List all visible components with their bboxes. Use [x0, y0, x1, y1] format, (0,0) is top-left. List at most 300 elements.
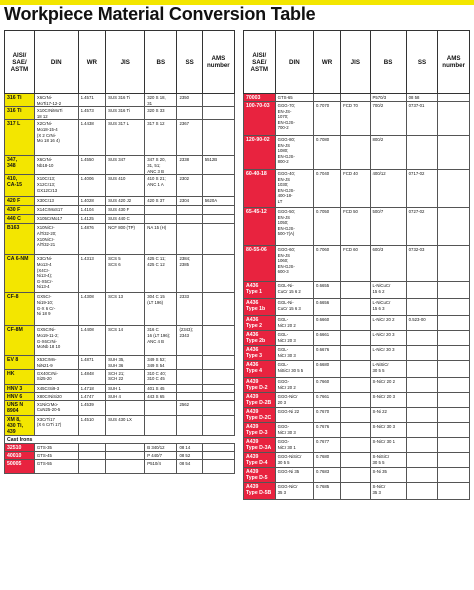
- cell-bs: 410 S 21; ANC 1 A: [145, 175, 177, 197]
- cell-wr: 1.4550: [78, 156, 106, 175]
- cell-bs: 349 S 52; 349 S 54: [145, 356, 177, 369]
- cell-ss: 08 58: [406, 94, 438, 102]
- cell-bs: L-NiCr 20 2: [370, 316, 406, 331]
- cell-ss: 08 14: [177, 444, 202, 452]
- cell-ams: [438, 361, 470, 378]
- cell-din: GGG-60; EN-JS 1060; EN-GJS- 600-3: [275, 246, 313, 282]
- cell-din: X3CrTi17 (X 6 CrTi 17): [34, 415, 78, 435]
- cell-wr: 1.4571: [78, 94, 106, 107]
- cell-din: GX40CrNi- Si25-20: [34, 369, 78, 384]
- cell-aisi: A439 Type D-3A: [244, 438, 276, 453]
- cell-din: GGL- NiCr 20 3: [275, 331, 313, 346]
- cell-din: GGL- NiCr 30 3: [275, 346, 313, 361]
- cell-din: GGG-NiCr 35 3: [275, 483, 313, 500]
- cell-jis: SCH 21; SCH 22: [106, 369, 145, 384]
- cell-wr: 0.7676: [314, 423, 341, 438]
- cell-jis: [341, 453, 370, 468]
- cell-aisi: 430 F: [5, 206, 35, 215]
- cell-din: X10NiCr- AlTi32-20; X10NiCr- AlTi32-21: [34, 224, 78, 255]
- cell-aisi: A436 Type 2: [244, 316, 276, 331]
- cell-ss: 2350: [177, 94, 202, 107]
- cell-ss: [406, 468, 438, 483]
- cell-aisi: 410, CA-15: [5, 175, 35, 197]
- cell-din: GTS-45: [34, 452, 78, 460]
- cell-aisi: 316 Ti: [5, 94, 35, 107]
- cell-wr: 0.7677: [314, 438, 341, 453]
- cell-wr: 0.7670: [314, 408, 341, 423]
- cell-jis: [341, 408, 370, 423]
- table-row: [244, 246, 470, 282]
- table-row: [5, 326, 235, 356]
- cell-jis: [341, 299, 370, 316]
- cell-jis: [341, 483, 370, 500]
- cell-wr: 0.7660: [314, 378, 341, 393]
- cell-ams: [202, 224, 234, 255]
- cell-ams: [202, 384, 234, 392]
- header-din: DIN: [34, 31, 78, 94]
- cell-wr: 0.7040: [314, 170, 341, 208]
- cell-aisi: 120-90-02: [244, 136, 276, 170]
- cell-din: X1NiCrMo- CuN25-20-5: [34, 400, 78, 415]
- cell-jis: SUH 35, SUH 36: [106, 356, 145, 369]
- cell-aisi: 100-70-03: [244, 102, 276, 136]
- cell-bs: S-NiCr 20 2: [370, 378, 406, 393]
- table-row: [244, 102, 470, 136]
- cell-aisi: A439 Type D-3: [244, 423, 276, 438]
- table-row: [5, 356, 235, 369]
- header-jis: JIS: [106, 31, 145, 94]
- cell-bs: 320 S 33: [145, 107, 177, 120]
- cell-aisi: CA 6-NM: [5, 255, 35, 293]
- cell-bs: [145, 415, 177, 435]
- cell-bs: L-NiCuCr 15 6 3: [370, 299, 406, 316]
- cell-bs: P 440/7: [145, 452, 177, 460]
- cell-ss: 0737-01: [406, 102, 438, 136]
- table-row: [5, 384, 235, 392]
- cell-bs: S-Ni 22: [370, 408, 406, 423]
- cell-ams: [202, 369, 234, 384]
- cell-jis: [106, 460, 145, 474]
- cell-jis: SCS 5 SCS 6: [106, 255, 145, 293]
- cell-din: X14CrMoS17: [34, 206, 78, 215]
- cell-jis: SUS 420 J2: [106, 197, 145, 206]
- table-row: [5, 392, 235, 400]
- cell-ams: [202, 460, 234, 474]
- header-row: [5, 31, 235, 94]
- cell-aisi: 40010: [5, 452, 35, 460]
- cell-aisi: 440 C: [5, 215, 35, 224]
- cell-jis: SUH 1: [106, 384, 145, 392]
- cell-ss: [406, 282, 438, 299]
- cell-ams: [438, 331, 470, 346]
- cell-din: X80CrNiSi20: [34, 392, 78, 400]
- cell-din: GX5CrNi- Mo19-11-2; G-X6CrNi- MoNb 18 10: [34, 326, 78, 356]
- cell-din: X30Cr13: [34, 197, 78, 206]
- cell-aisi: 347, 348: [5, 156, 35, 175]
- table-body: [5, 94, 235, 474]
- cell-din: X105CrMo17: [34, 215, 78, 224]
- cell-jis: SUS 316 Ti: [106, 107, 145, 120]
- cell-jis: SCS 14: [106, 326, 145, 356]
- cell-ss: [177, 356, 202, 369]
- table-row: [5, 197, 235, 206]
- cell-aisi: A439 Type D-5: [244, 468, 276, 483]
- cell-ss: [406, 453, 438, 468]
- cell-bs: 310 C 40; 310 C 45: [145, 369, 177, 384]
- cell-jis: [341, 438, 370, 453]
- cell-aisi: A439 Type D-2: [244, 378, 276, 393]
- table-row: [244, 316, 470, 331]
- cell-din: GGG-Ni 35: [275, 468, 313, 483]
- cell-bs: L-NiSiCr 30 5 5: [370, 361, 406, 378]
- cell-ss: [177, 384, 202, 392]
- cell-din: X2CrNi- Mo18-15-4 (X 2 CrNi- Mo 18 16 4): [34, 120, 78, 156]
- cell-din: GGG-80; EN-JS 1080; EN-GJS- 800-2: [275, 136, 313, 170]
- section-label: Cast Irons: [5, 435, 235, 444]
- cell-ams: 5620A: [202, 197, 234, 206]
- cell-ss: 0.523-00: [406, 316, 438, 331]
- header-row: [244, 31, 470, 94]
- cell-ss: [177, 369, 202, 384]
- header-ams: AMS number: [202, 31, 234, 94]
- cell-aisi: CF-8: [5, 293, 35, 326]
- cell-ams: [438, 208, 470, 246]
- table-row: [244, 136, 470, 170]
- cell-ss: (2343); 2343: [177, 326, 202, 356]
- cell-ss: [406, 408, 438, 423]
- cell-wr: 1.4718: [78, 384, 106, 392]
- header-aisi: AISI/ SAE/ ASTM: [244, 31, 276, 94]
- cell-wr: 1.4848: [78, 369, 106, 384]
- cell-jis: NCF 800 (TP): [106, 224, 145, 255]
- cell-ams: [438, 282, 470, 299]
- cell-ss: [406, 483, 438, 500]
- cell-bs: S-NiCr 35 3: [370, 483, 406, 500]
- cell-bs: 425 C 11; 425 C 12: [145, 255, 177, 293]
- cell-ss: [177, 392, 202, 400]
- cell-aisi: EV 8: [5, 356, 35, 369]
- table-row: [244, 438, 470, 453]
- cell-bs: 320 S 18, 31: [145, 94, 177, 107]
- cell-din: GGG- NiCr 30 1: [275, 438, 313, 453]
- cell-din: X10CrNiMoTi 18 12: [34, 107, 78, 120]
- cell-jis: [341, 331, 370, 346]
- table-row: [5, 107, 235, 120]
- cell-ss: [406, 393, 438, 408]
- cell-wr: 1.4871: [78, 356, 106, 369]
- cell-ams: [438, 468, 470, 483]
- header-bs: BS: [145, 31, 177, 94]
- cell-jis: [341, 316, 370, 331]
- cell-aisi: 316 Ti: [5, 107, 35, 120]
- cell-wr: 1.4408: [78, 326, 106, 356]
- cell-bs: 500/7: [370, 208, 406, 246]
- cell-wr: 1.4308: [78, 293, 106, 326]
- table-row: [244, 361, 470, 378]
- cell-jis: [341, 378, 370, 393]
- cell-aisi: XM 8, 430 Ti, 439: [5, 415, 35, 435]
- cell-ss: [406, 331, 438, 346]
- conversion-table-right: [243, 30, 470, 500]
- table-row: [5, 415, 235, 435]
- cell-din: GGG-NiSiCr 30 5 5: [275, 453, 313, 468]
- cell-ams: [438, 378, 470, 393]
- cell-wr: 0.6661: [314, 331, 341, 346]
- cell-wr: 1.4006: [78, 175, 106, 197]
- conversion-table-left: [4, 30, 235, 474]
- cell-din: GTS-65: [275, 94, 313, 102]
- cell-wr: 1.4539: [78, 400, 106, 415]
- cell-ams: 5512B: [202, 156, 234, 175]
- table-row: [5, 175, 235, 197]
- cell-bs: 316 C 16 (LT 196); ANC 4 B: [145, 326, 177, 356]
- cell-jis: SUS 317 L: [106, 120, 145, 156]
- cell-jis: SUS 316 Ti: [106, 94, 145, 107]
- cell-ams: [202, 94, 234, 107]
- cell-wr: 0.7680: [314, 453, 341, 468]
- table-row: [244, 393, 470, 408]
- cell-bs: 600/3: [370, 246, 406, 282]
- cell-ams: [438, 136, 470, 170]
- cell-aisi: HK: [5, 369, 35, 384]
- cell-wr: 1.4747: [78, 392, 106, 400]
- cell-wr: 1.4313: [78, 255, 106, 293]
- cell-din: GGL- NiCr 20 2: [275, 316, 313, 331]
- table-body: [244, 94, 470, 500]
- cell-wr: 1.4125: [78, 215, 106, 224]
- header-ss: SS: [177, 31, 202, 94]
- cell-din: GGL-Ni- CuCr 15 6 3: [275, 299, 313, 316]
- table-row: [244, 208, 470, 246]
- cell-ss: 08 54: [177, 460, 202, 474]
- cell-ams: [202, 356, 234, 369]
- cell-aisi: CF-8M: [5, 326, 35, 356]
- cell-jis: FCD 40: [341, 170, 370, 208]
- cell-din: GGG-70; EN-JS- 1070; EN-GJS- 700-2: [275, 102, 313, 136]
- cell-jis: [341, 346, 370, 361]
- cell-ams: [202, 107, 234, 120]
- cell-din: GGG-50; EN-JS 1050; EN-GJS- 500-7(A): [275, 208, 313, 246]
- table-row: [5, 444, 235, 452]
- cell-din: GTS-35: [34, 444, 78, 452]
- cell-din: X6CrNi- Nb18-10: [34, 156, 78, 175]
- cell-din: X53CrMn- NiN21-9: [34, 356, 78, 369]
- cell-jis: SUS 347: [106, 156, 145, 175]
- table-row: [5, 400, 235, 415]
- cell-jis: [106, 400, 145, 415]
- cell-bs: 304 C 15 (LT 196): [145, 293, 177, 326]
- cell-wr: [78, 444, 106, 452]
- cell-wr: 1.4876: [78, 224, 106, 255]
- table-row: [244, 299, 470, 316]
- table-row: [5, 156, 235, 175]
- cell-ams: [438, 438, 470, 453]
- cell-jis: SUS 430 F: [106, 206, 145, 215]
- table-row: [5, 369, 235, 384]
- cell-wr: 0.6656: [314, 299, 341, 316]
- table-row: [5, 224, 235, 255]
- cell-bs: L-NiCr 20 3: [370, 331, 406, 346]
- cell-ss: [406, 136, 438, 170]
- cell-bs: S-Ni 35: [370, 468, 406, 483]
- cell-ams: [202, 120, 234, 156]
- cell-wr: 0.7661: [314, 393, 341, 408]
- cell-ss: [177, 206, 202, 215]
- cell-aisi: A436 Type 3: [244, 346, 276, 361]
- cell-bs: S-NiCr 30 1: [370, 438, 406, 453]
- cell-jis: [341, 136, 370, 170]
- cell-ams: [202, 215, 234, 224]
- cell-ams: [438, 246, 470, 282]
- table-row: [5, 120, 235, 156]
- cell-ams: [438, 102, 470, 136]
- cell-ss: 2338: [177, 156, 202, 175]
- cell-jis: FCD 50: [341, 208, 370, 246]
- cell-ams: [438, 316, 470, 331]
- cell-jis: [106, 444, 145, 452]
- cell-ams: [202, 392, 234, 400]
- cell-ss: 0732-03: [406, 246, 438, 282]
- header-jis: JIS: [341, 31, 370, 94]
- cell-ams: [202, 175, 234, 197]
- cell-aisi: 420 F: [5, 197, 35, 206]
- header-ss: SS: [406, 31, 438, 94]
- cell-wr: 0.7050: [314, 208, 341, 246]
- cell-ams: [438, 94, 470, 102]
- header-bs: BS: [370, 31, 406, 94]
- cell-aisi: 60-40-18: [244, 170, 276, 208]
- cell-bs: P510/4: [145, 460, 177, 474]
- cell-bs: S-NiSiCr 30 5 5: [370, 453, 406, 468]
- cell-bs: S-NiCr 20 3: [370, 393, 406, 408]
- cell-wr: 0.7685: [314, 483, 341, 500]
- cell-bs: L-NiCuCr 15 6 2: [370, 282, 406, 299]
- cell-wr: [78, 452, 106, 460]
- cell-aisi: A439 Type D-2B: [244, 393, 276, 408]
- cell-bs: 317 S 12: [145, 120, 177, 156]
- cell-ss: [406, 378, 438, 393]
- header-wr: WR: [78, 31, 106, 94]
- cell-aisi: 65-45-12: [244, 208, 276, 246]
- table-row: [5, 452, 235, 460]
- cell-din: GGL- NiSiCr 30 5 5: [275, 361, 313, 378]
- table-row: [5, 255, 235, 293]
- header-wr: WR: [314, 31, 341, 94]
- cell-din: GGG-40; EN-JS 1030; EN-GJS- 400-18- LT: [275, 170, 313, 208]
- cell-bs: 420 S 37: [145, 197, 177, 206]
- cell-din: GGG-NiCr 20 3: [275, 393, 313, 408]
- cell-ams: [438, 483, 470, 500]
- cell-wr: 1.4510: [78, 415, 106, 435]
- table-row: [244, 378, 470, 393]
- cell-ams: [202, 255, 234, 293]
- table-row: [244, 331, 470, 346]
- cell-ss: [406, 438, 438, 453]
- cell-ams: [202, 400, 234, 415]
- cell-ss: 2384; 2385: [177, 255, 202, 293]
- cell-ss: 2367: [177, 120, 202, 156]
- cell-bs: 400/12: [370, 170, 406, 208]
- cell-wr: 1.4573: [78, 107, 106, 120]
- cell-bs: [145, 206, 177, 215]
- cell-wr: [314, 94, 341, 102]
- table-row: [5, 460, 235, 474]
- table-row: [5, 94, 235, 107]
- cell-ss: [177, 415, 202, 435]
- cell-din: GTS-55: [34, 460, 78, 474]
- table-row: [244, 468, 470, 483]
- cell-aisi: A436 Type 1b: [244, 299, 276, 316]
- cell-aisi: A439 Type D-2C: [244, 408, 276, 423]
- cell-ams: [202, 444, 234, 452]
- cell-aisi: 317 L: [5, 120, 35, 156]
- table-row: [5, 206, 235, 215]
- cell-jis: FCD 70: [341, 102, 370, 136]
- cell-wr: 0.6655: [314, 282, 341, 299]
- cell-ams: [202, 293, 234, 326]
- cell-ss: [406, 361, 438, 378]
- header-ams: AMS number: [438, 31, 470, 94]
- header-din: DIN: [275, 31, 313, 94]
- table-row: [244, 423, 470, 438]
- table-row: [244, 94, 470, 102]
- cell-aisi: A436 Type 2b: [244, 331, 276, 346]
- cell-jis: [341, 423, 370, 438]
- cell-bs: L-NiCr 30 3: [370, 346, 406, 361]
- cell-bs: 443 S 65: [145, 392, 177, 400]
- cell-bs: S-NiCr 30 3: [370, 423, 406, 438]
- cell-din: GGG-Ni 22: [275, 408, 313, 423]
- cell-wr: 0.6680: [314, 361, 341, 378]
- cell-ss: [177, 107, 202, 120]
- cell-wr: 1.4104: [78, 206, 106, 215]
- cell-aisi: 80-55-06: [244, 246, 276, 282]
- table-row: [5, 215, 235, 224]
- cell-ss: [177, 224, 202, 255]
- cell-wr: 1.4438: [78, 120, 106, 156]
- cell-jis: [341, 468, 370, 483]
- cell-ams: [438, 299, 470, 316]
- header-aisi: AISI/ SAE/ ASTM: [5, 31, 35, 94]
- cell-ss: 2302: [177, 175, 202, 197]
- cell-din: GX5Cr- Ni19-10; G-X 6 Cr- Ni 18 9: [34, 293, 78, 326]
- cell-jis: [106, 452, 145, 460]
- cell-aisi: HNV 3: [5, 384, 35, 392]
- table-row: [5, 293, 235, 326]
- cell-jis: FCD 60: [341, 246, 370, 282]
- cell-bs: B 340/12: [145, 444, 177, 452]
- cell-ams: [438, 393, 470, 408]
- cell-bs: P570/3: [370, 94, 406, 102]
- cell-ss: 2304: [177, 197, 202, 206]
- cell-din: X10Cr13; X12Cr13; GX12Cr13: [34, 175, 78, 197]
- cell-din: GGL-Ni- CuCr 15 6 2: [275, 282, 313, 299]
- cell-wr: [78, 460, 106, 474]
- cell-aisi: A436 Type 1: [244, 282, 276, 299]
- cell-wr: 0.6660: [314, 316, 341, 331]
- cell-jis: [341, 361, 370, 378]
- cell-jis: SUS 440 C: [106, 215, 145, 224]
- cell-wr: 0.7683: [314, 468, 341, 483]
- cell-aisi: 50005: [5, 460, 35, 474]
- cell-jis: SUH 4: [106, 392, 145, 400]
- cell-jis: [341, 94, 370, 102]
- cell-wr: 0.7080: [314, 136, 341, 170]
- cell-wr: 1.4028: [78, 197, 106, 206]
- cell-ams: [438, 453, 470, 468]
- cell-ams: [438, 346, 470, 361]
- cell-aisi: A439 Type D-4: [244, 453, 276, 468]
